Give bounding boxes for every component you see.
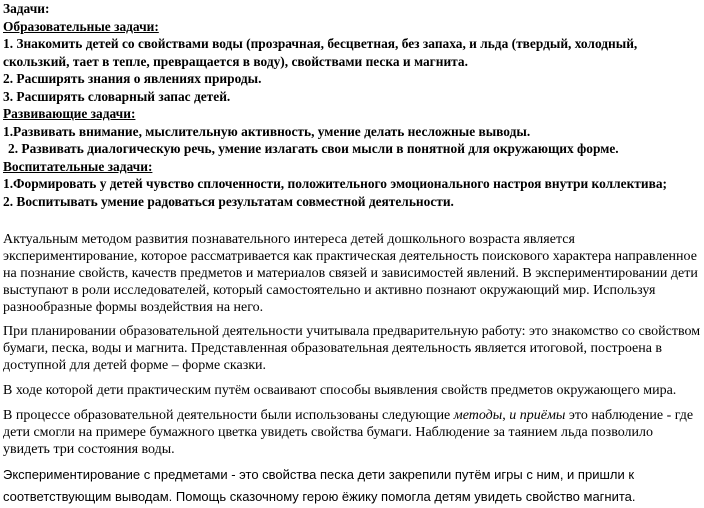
tasks-section bbox=[3, 0, 701, 210]
upbringing-tasks-heading: Воспитательные задачи: bbox=[3, 158, 153, 174]
methods-comma: , bbox=[502, 408, 510, 423]
tasks-title: Задачи: bbox=[3, 1, 50, 16]
upbringing-task-2: 2. Воспитывать умение радоваться результатам совместной деятельности. bbox=[3, 193, 454, 209]
developing-tasks-heading: Развивающие задачи: bbox=[3, 106, 136, 121]
methods-word: методы bbox=[453, 408, 503, 423]
upbringing-task-1: 1.Формировать у детей чувство сплоченности, положительного эмоционального настроя внутри коллектива; bbox=[3, 176, 667, 191]
paragraph-experimentation: Актуальным методом развития познавательного интереса детей дошкольного возраста является экспериментирование, которое рассматривается как практическая деятельность поискового характера направленное на познание свойств, качеств предметов и материалов связей и зависимостей явлений. В экспериментировании дети выступают в роли исследователей, который самостоятельно и активно познают окружающий мир. Используя разнообразные формы воздействия на него. bbox=[3, 232, 698, 315]
methods-text-after: это наблюдение - где дети смогли на примере бумажного цветка увидеть свойства бумаги. Наблюдение за таянием льда позволило увидеть три состояния воды. bbox=[3, 408, 694, 457]
developing-task-1: 1.Развивать внимание, мыслительную активность, умение делать несложные выводы. bbox=[3, 123, 531, 139]
developing-task-2: 2. Развивать диалогическую речь, умение излагать свои мысли в понятной для окружающих форме. bbox=[8, 141, 619, 156]
educational-task-1: 1. Знакомить детей со свойствами воды (прозрачная, бесцветная, без запаха, и льда (твердый, холодный, bbox=[3, 36, 638, 51]
paragraph-practical: В ходе которой дети практическим путём осваивают способы выявления свойств предметов окружающего мира. bbox=[3, 383, 677, 398]
techniques-word: и приёмы bbox=[509, 408, 566, 423]
paragraph-planning: При планировании образовательной деятельности учитывала предварительную работу: это знакомство со свойством бумаги, песка, воды и магнита. Представленная образовательная деятельность является итоговой, построена в доступной для детей форме – форме сказки. bbox=[3, 324, 701, 373]
methods-text-before: В процессе образовательной деятельности были использованы следующие bbox=[3, 408, 454, 423]
educational-tasks-heading: Образовательные задачи: bbox=[3, 18, 159, 34]
educational-task-2: 2. Расширять знания о явлениях природы. bbox=[3, 71, 262, 86]
educational-task-3: 3. Расширять словарный запас детей. bbox=[3, 88, 231, 104]
paragraph-objects: Экспериментирование с предметами - это свойства песка дети закрепили путём игры с ним, и пришли к соответствующим выводам. Помощь сказочному герою ёжику помогла детям увидеть свойство магнита. bbox=[3, 467, 636, 504]
educational-task-1-cont: скользкий, тает в тепле, превращается в воду), свойствами песка и магнита. bbox=[3, 53, 468, 69]
paragraph-methods bbox=[3, 407, 701, 458]
